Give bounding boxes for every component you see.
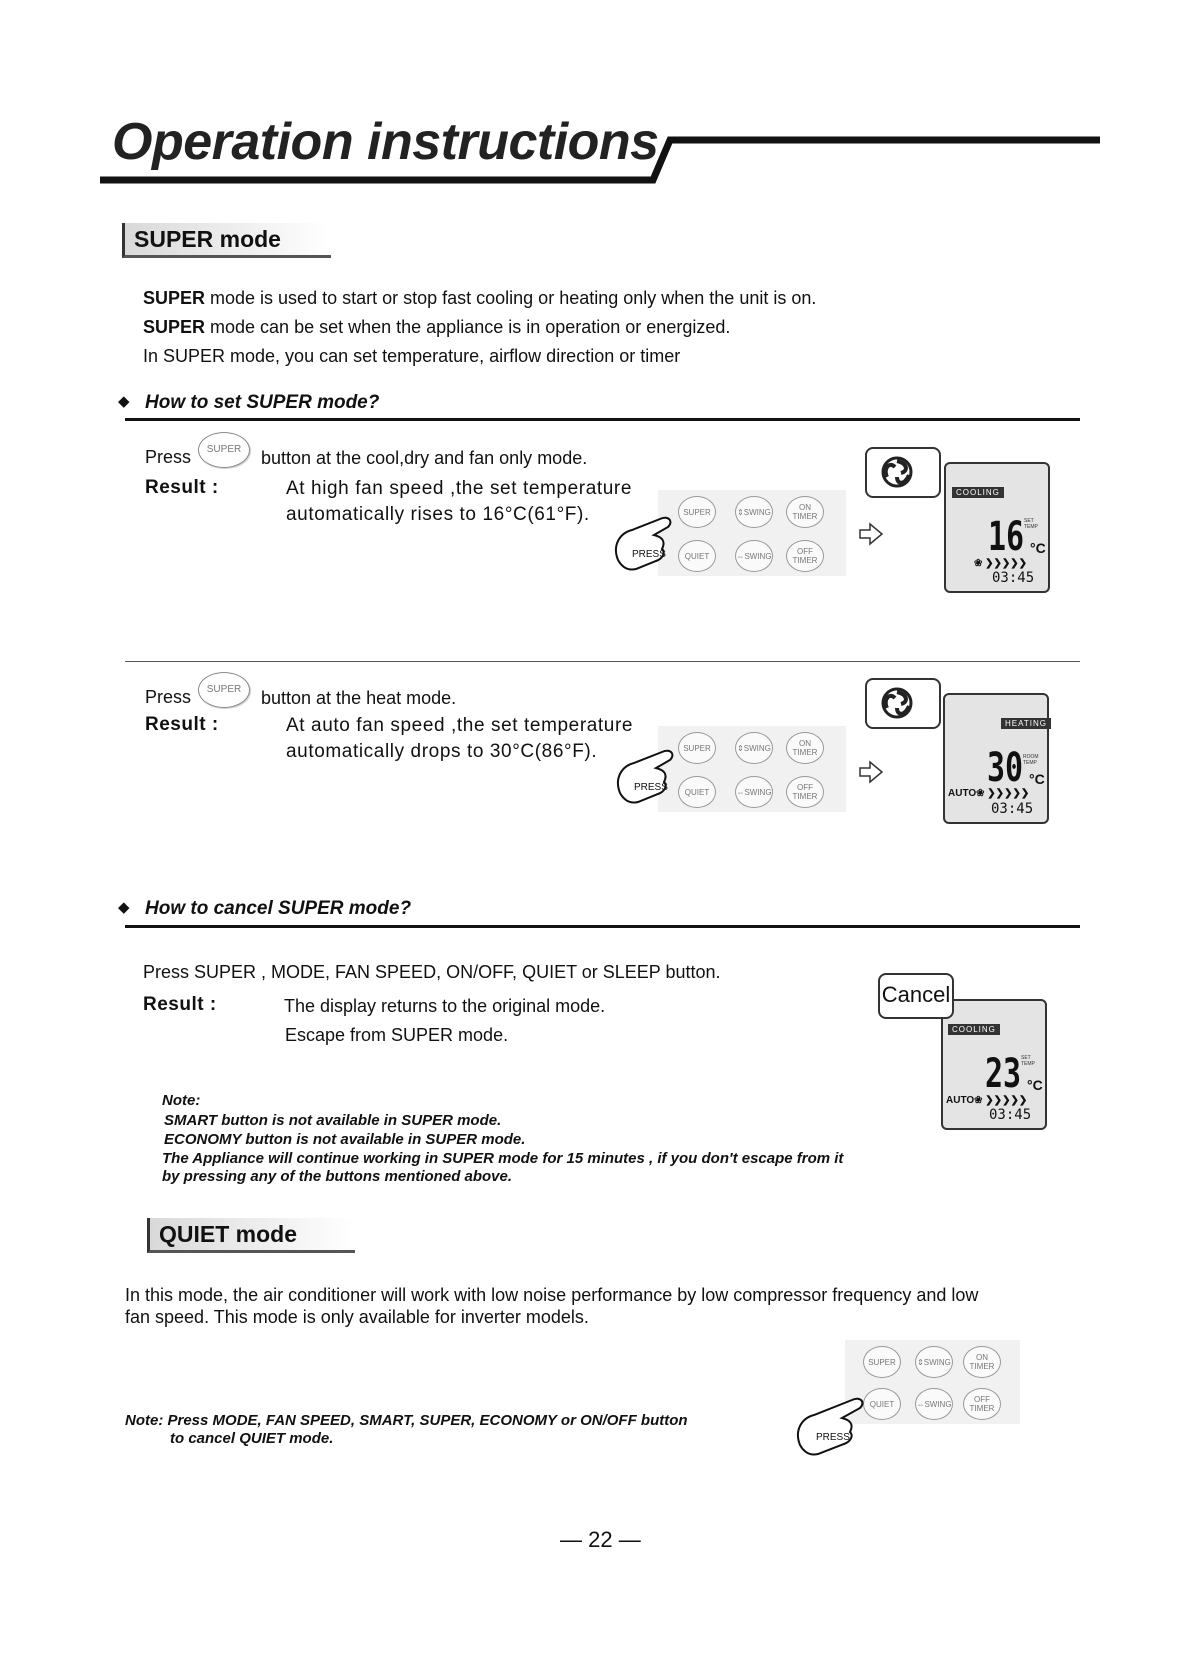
lcd-mode-label: HEATING [1001,718,1051,729]
fan-icon [867,680,939,727]
note-line-3: The Appliance will continue working in SUPER mode for 15 minutes , if you don't escape from it [162,1150,844,1167]
remote-super-button: SUPER [678,496,716,528]
super-intro-line-1: SUPER mode is used to start or stop fast cooling or heating only when the unit is on. [143,288,817,308]
how-to-set-heading: How to set SUPER mode? [145,392,380,413]
step1-result-line-2: automatically rises to 16°C(61°F). [286,504,590,525]
super-intro-line-2: SUPER mode can be set when the appliance is in operation or energized. [143,317,731,337]
quiet-description-line-2: fan speed. This mode is only available for inverter models. [125,1307,589,1327]
remote-control-panel [658,490,846,576]
arrow-right-icon [858,522,884,546]
note-line-4: by pressing any of the buttons mentioned above. [162,1168,513,1185]
remote-off-timer-button: OFF TIMER [786,776,824,808]
result-label: Result : [145,477,219,498]
lcd-temperature: 16 [988,514,1025,560]
super-button-icon: SUPER [198,672,250,708]
remote-super-button: SUPER [678,732,716,764]
lcd-unit: °C [1030,540,1046,556]
remote-on-timer-button: ON TIMER [786,496,824,528]
svg-text:PRESS: PRESS [632,549,666,560]
quiet-mode-section-title [147,1218,355,1253]
lcd-display-cooling-16 [944,462,1050,593]
diamond-bullet-icon: ◆ [118,393,130,410]
fan-icon [867,449,939,496]
lcd-display-heating-30 [943,693,1049,824]
remote-swing-vertical-button: ⇕SWING [915,1346,953,1378]
cancel-instruction: Press SUPER , MODE, FAN SPEED, ON/OFF, QUIET or SLEEP button. [143,962,721,982]
remote-on-timer-button: ON TIMER [786,732,824,764]
quiet-mode-heading: QUIET mode [159,1221,298,1247]
lcd-unit: °C [1027,1077,1043,1093]
step2-instruction: button at the heat mode. [261,688,457,708]
pressing-hand-icon [612,738,687,808]
remote-swing-vertical-button: ⇕SWING [735,732,773,764]
cancel-result-line-1: The display returns to the original mode. [284,996,606,1016]
super-mode-section-title [122,223,331,258]
super-intro-line-3: In SUPER mode, you can set temperature, airflow direction or timer [143,346,681,366]
pressing-hand-icon [792,1390,882,1460]
quiet-note-line-2: to cancel QUIET mode. [170,1430,334,1447]
lcd-set-temp-label: SET TEMP [1024,518,1038,530]
lcd-temperature: 30 [987,745,1024,791]
lcd-set-temp-label: SET TEMP [1021,1055,1035,1067]
remote-off-timer-button: OFF TIMER [963,1388,1001,1420]
lcd-mode-label: COOLING [948,1024,1000,1035]
lcd-fan-speed: AUTO❀ ❯❯❯❯❯ [946,1095,1028,1106]
cancel-result-line-2: Escape from SUPER mode. [285,1025,509,1045]
title-underline [100,135,1100,185]
result-label: Result : [145,714,219,735]
super-button-icon: SUPER [198,432,250,468]
remote-swing-horizontal-button: ⇔SWING [735,540,773,572]
lcd-time: 03:45 [991,801,1034,817]
note-line-1: SMART button is not available in SUPER mode. [164,1112,502,1129]
quiet-note-line-1: Note: Press MODE, FAN SPEED, SMART, SUPER, ECONOMY or ON/OFF button [125,1412,688,1429]
lcd-room-temp-label: ROOM TEMP [1023,754,1039,766]
press-text: Press [145,687,192,707]
lcd-fan-speed: ❀ ❯❯❯❯❯ [974,558,1028,569]
remote-super-button: SUPER [863,1346,901,1378]
remote-swing-vertical-button: ⇕SWING [735,496,773,528]
fan-symbol-callout [865,678,941,729]
svg-text:PRESS: PRESS [816,1432,850,1443]
press-text: Press [145,447,192,467]
remote-quiet-button: QUIET [863,1388,901,1420]
lcd-temperature: 23 [985,1051,1022,1097]
note-title: Note: [162,1092,201,1109]
note-line-2: ECONOMY button is not available in SUPER mode. [164,1131,526,1148]
fan-symbol-callout [865,447,941,498]
page-title: Operation instructions [112,113,659,171]
remote-off-timer-button: OFF TIMER [786,540,824,572]
quiet-description-line-1: In this mode, the air conditioner will work with low noise performance by low compressor frequency and low [125,1285,979,1305]
lcd-display-cooling-23 [941,999,1047,1130]
lcd-unit: °C [1029,771,1045,787]
pressing-hand-icon [610,505,685,575]
divider [125,418,1080,421]
how-to-cancel-heading: How to cancel SUPER mode? [145,898,412,919]
lcd-fan-speed: AUTO❀ ❯❯❯❯❯ [948,788,1030,799]
divider [125,661,1080,662]
step1-instruction: button at the cool,dry and fan only mode. [261,448,588,468]
step2-result-line-1: At auto fan speed ,the set temperature [286,715,634,736]
diamond-bullet-icon: ◆ [118,899,130,916]
result-label: Result : [143,994,217,1015]
step2-result-line-2: automatically drops to 30°C(86°F). [286,741,598,762]
remote-quiet-button: QUIET [678,776,716,808]
cancel-callout: Cancel [878,973,954,1019]
lcd-time: 03:45 [992,570,1035,586]
lcd-mode-label: COOLING [952,487,1004,498]
lcd-time: 03:45 [989,1107,1032,1123]
remote-swing-horizontal-button: ⇔SWING [915,1388,953,1420]
remote-quiet-button: QUIET [678,540,716,572]
super-mode-heading: SUPER mode [134,226,281,252]
divider [125,925,1080,928]
remote-on-timer-button: ON TIMER [963,1346,1001,1378]
arrow-right-icon [858,760,884,784]
svg-text:PRESS: PRESS [634,782,668,793]
page-number: — 22 — [560,1527,641,1552]
step1-result-line-1: At high fan speed ,the set temperature [286,478,633,499]
remote-swing-horizontal-button: ⇔SWING [735,776,773,808]
